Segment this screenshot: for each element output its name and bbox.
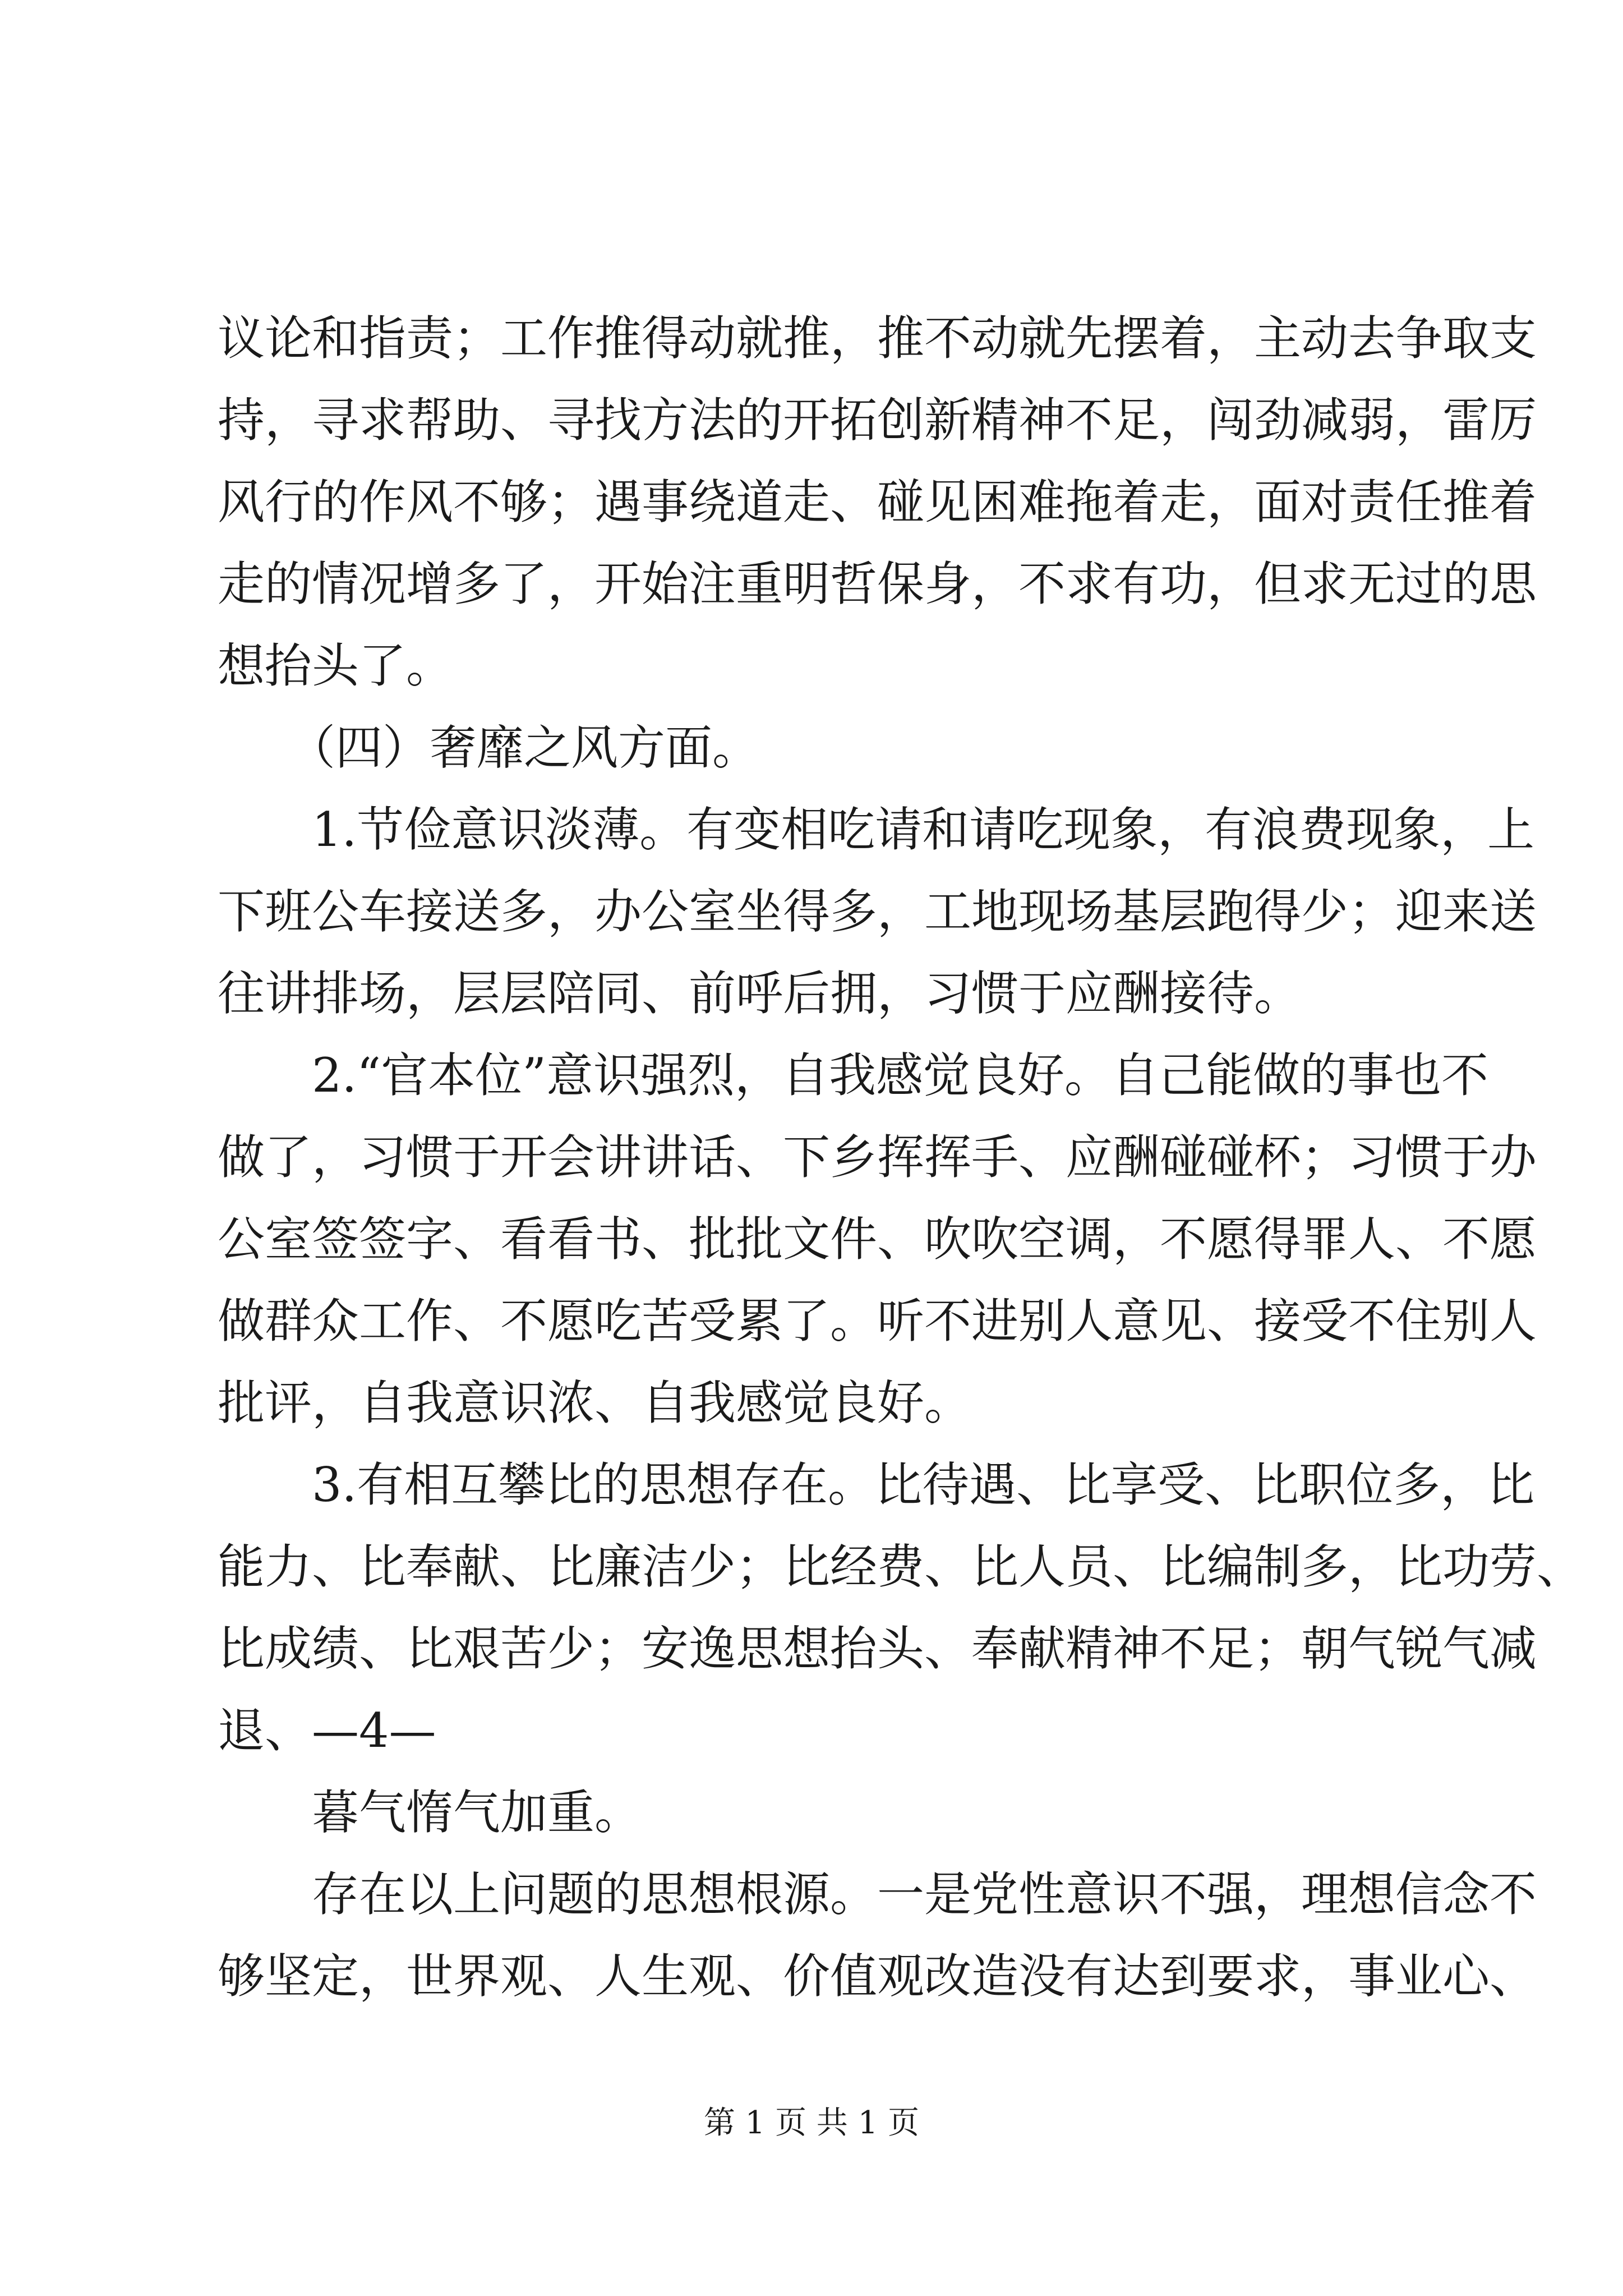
text-line: 公室签签字、看看书、批批文件、吹吹空调，不愿得罪人、不愿 bbox=[218, 1212, 1537, 1267]
text-line: 做了，习惯于开会讲讲话、下乡挥挥手、应酬碰碰杯；习惯于办 bbox=[218, 1130, 1537, 1185]
text-line: 持，寻求帮助、寻找方法的开拓创新精神不足，闯劲减弱，雷厉 bbox=[218, 393, 1537, 448]
section-heading: （四）奢靡之风方面。 bbox=[218, 720, 760, 775]
text-line: 够坚定，世界观、人生观、价值观改造没有达到要求，事业心、 bbox=[218, 1949, 1537, 2004]
text-line: 往讲排场，层层陪同、前呼后拥，习惯于应酬接待。 bbox=[218, 966, 1302, 1021]
text-line: 议论和指责；工作推得动就推，推不动就先摆着，主动去争取支 bbox=[218, 311, 1537, 366]
text-line: 存在以上问题的思想根源。一是党性意识不强，理想信念不 bbox=[218, 1867, 1537, 1922]
page-footer: 第 1 页 共 1 页 bbox=[703, 2105, 920, 2141]
text-line: 3.有相互攀比的思想存在。比待遇、比享受、比职位多，比 bbox=[218, 1457, 1535, 1512]
text-line: 退、—4— bbox=[218, 1703, 436, 1758]
text-line: 1.节俭意识淡薄。有变相吃请和请吃现象，有浪费现象，上 bbox=[218, 802, 1535, 857]
text-line: 2.“官本位”意识强烈，自我感觉良好。自己能做的事也不 bbox=[218, 1048, 1489, 1103]
text-line: 风行的作风不够；遇事绕道走、碰见困难拖着走，面对责任推着 bbox=[218, 475, 1537, 530]
text-line: 下班公车接送多，办公室坐得多，工地现场基层跑得少；迎来送 bbox=[218, 884, 1537, 939]
document-body bbox=[218, 297, 1584, 2017]
text-line: 批评，自我意识浓、自我感觉良好。 bbox=[218, 1375, 972, 1430]
text-line: 想抬头了。 bbox=[218, 638, 454, 693]
text-line: 做群众工作、不愿吃苦受累了。听不进别人意见、接受不住别人 bbox=[218, 1294, 1537, 1349]
text-line: 比成绩、比艰苦少；安逸思想抬头、奉献精神不足；朝气锐气减 bbox=[218, 1621, 1537, 1676]
text-line: 暮气惰气加重。 bbox=[218, 1785, 642, 1840]
text-line: 能力、比奉献、比廉洁少；比经费、比人员、比编制多，比功劳、 bbox=[218, 1539, 1584, 1594]
text-line: 走的情况增多了，开始注重明哲保身，不求有功，但求无过的思 bbox=[218, 556, 1537, 611]
